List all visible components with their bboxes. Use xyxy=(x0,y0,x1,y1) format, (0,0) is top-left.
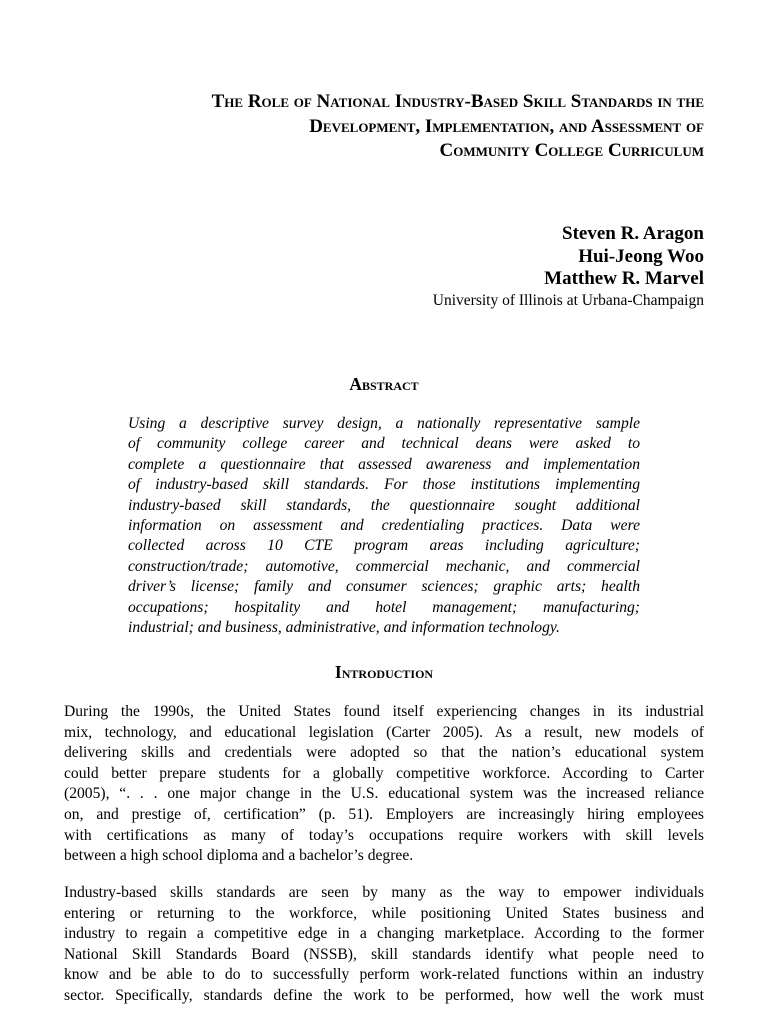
abstract-line: construction/trade; automotive, commercial mechanic, and commercial xyxy=(128,557,640,575)
abstract-line: occupations; hospitality and hotel management; manufacturing; xyxy=(128,598,640,616)
abstract-line: of industry-based skill standards. For those institutions implementing xyxy=(128,476,640,494)
paragraph-line: entering or returning to the workforce, while positioning United States business and xyxy=(64,904,704,922)
paragraph-line: with certifications as many of today’s occupations require workers with skill levels xyxy=(64,826,704,844)
paper-title xyxy=(64,90,704,164)
paragraph-line: delivering skills and credentials were adopted so that the nation’s educational system xyxy=(64,744,704,762)
abstract-line: industry-based skill standards, the questionnaire sought additional xyxy=(128,496,640,514)
paragraph-line: industry to regain a competitive edge in a changing marketplace. According to the former xyxy=(64,925,704,943)
paragraph-line: could better prepare students for a globally competitive workforce. According to Carter xyxy=(64,764,704,782)
author-block xyxy=(300,223,704,311)
paragraph-line: During the 1990s, the United States found itself experiencing changes in its industrial xyxy=(64,703,704,720)
paragraph-line: Industry-based skills standards are seen by many as the way to empower individuals xyxy=(64,884,704,901)
author-affiliation: University of Illinois at Urbana-Champaign xyxy=(432,291,704,309)
title-line: Community College Curriculum xyxy=(439,140,704,161)
author-name: Steven R. Aragon xyxy=(562,223,704,244)
abstract-text xyxy=(128,414,640,638)
title-line: Development, Implementation, and Assessment of xyxy=(309,115,704,137)
abstract-line: of community college career and technical deans were asked to xyxy=(128,435,640,453)
paragraph-line: mix, technology, and educational legislation (Carter 2005). As a result, new models of xyxy=(64,723,704,741)
paragraph-line: (2005), “. . . one major change in the U.S. educational system was the increased reliance xyxy=(64,785,704,803)
abstract-line: collected across 10 CTE program areas including agriculture; xyxy=(128,537,640,555)
introduction-heading: Introduction xyxy=(334,662,434,682)
abstract-line: industrial; and business, administrative, and information technology. xyxy=(128,619,560,637)
introduction-paragraph xyxy=(64,883,704,1007)
author-name: Matthew R. Marvel xyxy=(544,268,704,289)
paragraph-line: know and be able to do to successfully perform work-related functions within an industry xyxy=(64,966,704,984)
paragraph-line: on, and prestige of, certification” (p. 51). Employers are increasingly hiring employees xyxy=(64,805,704,823)
abstract-line: driver’s license; family and consumer sciences; graphic arts; health xyxy=(128,578,640,596)
abstract-line: Using a descriptive survey design, a nationally representative sample xyxy=(128,415,640,432)
paragraph-line: National Skill Standards Board (NSSB), skill standards identify what people need to xyxy=(64,945,704,963)
author-name: Hui-Jeong Woo xyxy=(578,245,704,267)
abstract-line: complete a questionnaire that assessed awareness and implementation xyxy=(128,455,640,473)
paragraph-line: sector. Specifically, standards define the work to be performed, how well the work must xyxy=(64,986,704,1004)
introduction-paragraph xyxy=(64,702,704,867)
title-line: The Role of National Industry-Based Skill Standards in the xyxy=(211,91,704,112)
abstract-line: information on assessment and credentialing practices. Data were xyxy=(128,517,640,535)
abstract-heading: Abstract xyxy=(349,374,419,394)
paragraph-line: between a high school diploma and a bachelor’s degree. xyxy=(64,847,414,865)
